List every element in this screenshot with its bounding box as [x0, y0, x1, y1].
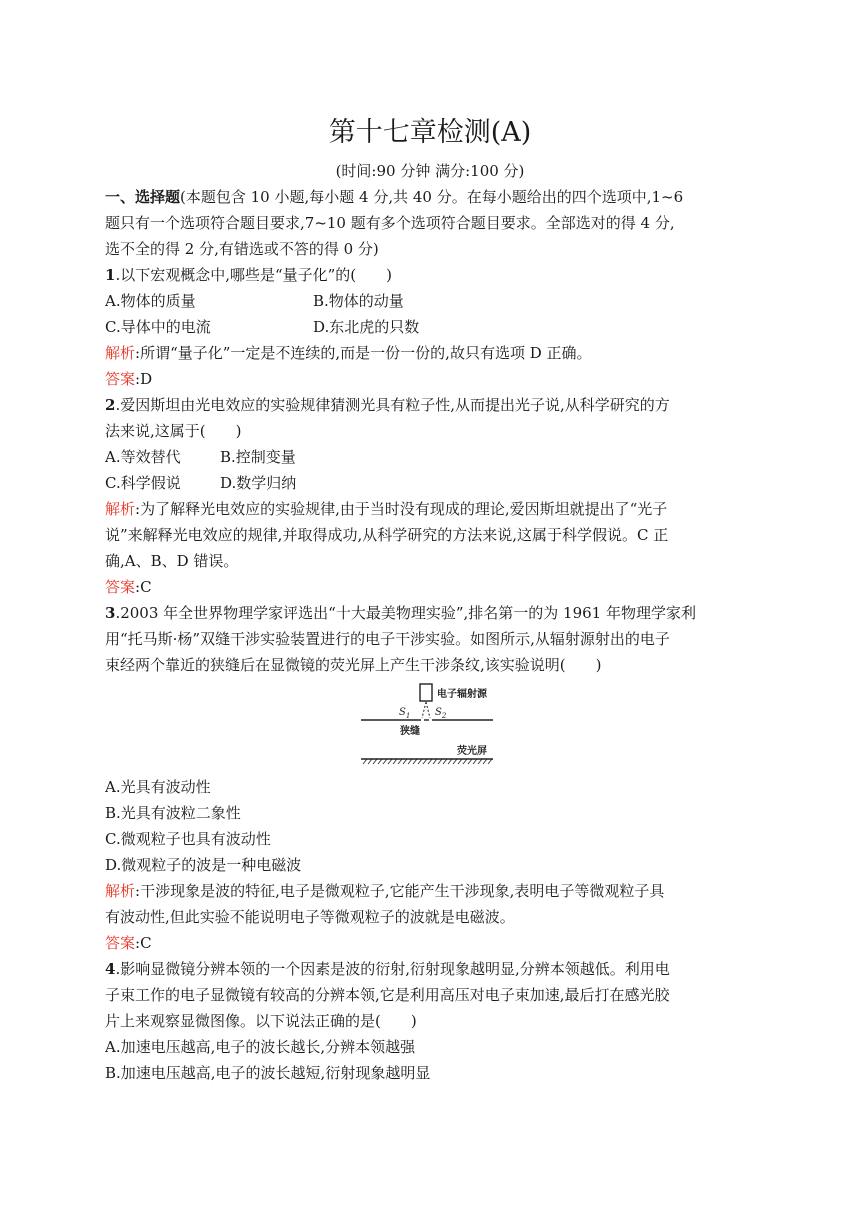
- answer-label: 答案: [105, 370, 136, 388]
- analysis-text: :干涉现象是波的特征,电子是微观粒子,它能产生干涉现象,表明电子等微观粒子具: [135, 882, 665, 900]
- option-a: A.等效替代: [105, 448, 181, 466]
- option-c: C.科学假说: [105, 474, 181, 492]
- question-2-answer: [105, 574, 770, 600]
- question-1-options-row: [105, 314, 770, 340]
- question-number: 1: [105, 266, 116, 284]
- question-1-answer: [105, 366, 770, 392]
- section-intro-text: (本题包含 10 小题,每小题 4 分,共 40 分。在每小题给出的四个选项中,1~6: [180, 188, 684, 206]
- question-4-stem: 子束工作的电子显微镜有较高的分辨本领,它是利用高压对电子束加速,最后打在感光胶: [105, 986, 670, 1004]
- question-2-analysis: 确,A、B、D 错误。: [105, 552, 239, 570]
- answer-text: :D: [135, 370, 153, 388]
- electron-source-label: 电子辐射源: [437, 689, 487, 700]
- question-2-stem: 法来说,这属于( ): [105, 422, 242, 440]
- question-text: .影响显微镜分辨本领的一个因素是波的衍射,衍射现象越明显,分辨本领越低。利用电: [115, 960, 670, 978]
- question-2-options-row: [105, 470, 770, 496]
- question-1-analysis: [105, 340, 770, 366]
- page-subtitle: (时间:90 分钟 满分:100 分): [335, 162, 525, 180]
- screen-label: 荧光屏: [457, 746, 487, 757]
- question-text: .以下宏观概念中,哪些是“量子化”的( ): [115, 266, 393, 284]
- question-4-option-a: A.加速电压越高,电子的波长越长,分辨本领越强: [105, 1038, 416, 1056]
- section-heading: 一、选择题: [105, 188, 181, 206]
- analysis-text: :为了解释光电效应的实验规律,由于当时没有现成的理论,爱因斯坦就提出了“光子: [135, 500, 668, 518]
- question-2-analysis: [105, 496, 770, 522]
- question-3-answer: [105, 930, 770, 956]
- document-body: [105, 184, 770, 1086]
- slit-s2-label: $S_2$: [435, 707, 447, 720]
- option-d: D.东北虎的只数: [313, 318, 420, 336]
- question-2-stem: [105, 392, 770, 418]
- section-intro-line: 题只有一个选项符合题目要求,7~10 题有多个选项符合题目要求。全部选对的得 4 分,: [105, 214, 675, 232]
- analysis-label: 解析: [105, 344, 136, 362]
- question-number: 2: [105, 396, 116, 414]
- option-c: C.导体中的电流: [105, 318, 211, 336]
- question-1-options-row: [105, 288, 770, 314]
- question-3-analysis: 有波动性,但此实验不能说明电子等微观粒子的波就是电磁波。: [105, 908, 515, 926]
- question-3-option-a: A.光具有波动性: [105, 778, 211, 796]
- analysis-label: 解析: [105, 500, 136, 518]
- analysis-label: 解析: [105, 882, 136, 900]
- answer-text: :C: [135, 578, 152, 596]
- option-d: D.数学归纳: [220, 474, 297, 492]
- question-2-options-row: [105, 444, 770, 470]
- section-intro-line: [105, 184, 770, 210]
- question-3-option-d: D.微观粒子的波是一种电磁波: [105, 856, 302, 874]
- beam-ray-2: [426, 702, 430, 718]
- question-number: 3: [105, 604, 116, 622]
- question-3-stem: 束经两个靠近的狭缝后在显微镜的荧光屏上产生干涉条纹,该实验说明( ): [105, 656, 602, 674]
- question-3-stem: 用“托马斯·杨”双缝干涉实验装置进行的电子干涉实验。如图所示,从辐射源射出的电子: [105, 630, 670, 648]
- option-b: B.控制变量: [220, 448, 296, 466]
- section-intro-line: 选不全的得 2 分,有错选或不答的得 0 分): [105, 240, 379, 258]
- electron-source-box: [420, 684, 432, 701]
- answer-label: 答案: [105, 578, 136, 596]
- question-text: .2003 年全世界物理学家评选出“十大最美物理实验”,排名第一的为 1961 年物理学家利: [115, 604, 696, 622]
- answer-label: 答案: [105, 934, 136, 952]
- question-3-stem: [105, 600, 770, 626]
- slit-label: 狭缝: [400, 726, 420, 737]
- double-slit-diagram: [357, 678, 507, 770]
- question-2-analysis: 说”来解释光电效应的规律,并取得成功,从科学研究的方法来说,这属于科学假说。C 正: [105, 526, 669, 544]
- question-1-stem: [105, 262, 770, 288]
- analysis-text: :所谓“量子化”一定是不连续的,而是一份一份的,故只有选项 D 正确。: [135, 344, 592, 362]
- screen-hatching: [363, 759, 492, 764]
- option-a: A.物体的质量: [105, 292, 196, 310]
- page-title: 第十七章检测(A): [328, 117, 532, 148]
- question-4-stem: [105, 956, 770, 982]
- question-4-stem: 片上来观察显微图像。以下说法正确的是( ): [105, 1012, 417, 1030]
- question-4-option-b: B.加速电压越高,电子的波长越短,衍射现象越明显: [105, 1064, 431, 1082]
- question-text: .爱因斯坦由光电效应的实验规律猜测光具有粒子性,从而提出光子说,从科学研究的方: [115, 396, 670, 414]
- question-3-analysis: [105, 878, 770, 904]
- beam-ray-1: [422, 702, 426, 718]
- option-b: B.物体的动量: [313, 292, 404, 310]
- question-3-option-c: C.微观粒子也具有波动性: [105, 830, 271, 848]
- answer-text: :C: [135, 934, 152, 952]
- double-slit-figure: [105, 678, 770, 774]
- slit-s1-label: $S_1$: [399, 707, 411, 720]
- question-number: 4: [105, 960, 116, 978]
- question-3-option-b: B.光具有波粒二象性: [105, 804, 241, 822]
